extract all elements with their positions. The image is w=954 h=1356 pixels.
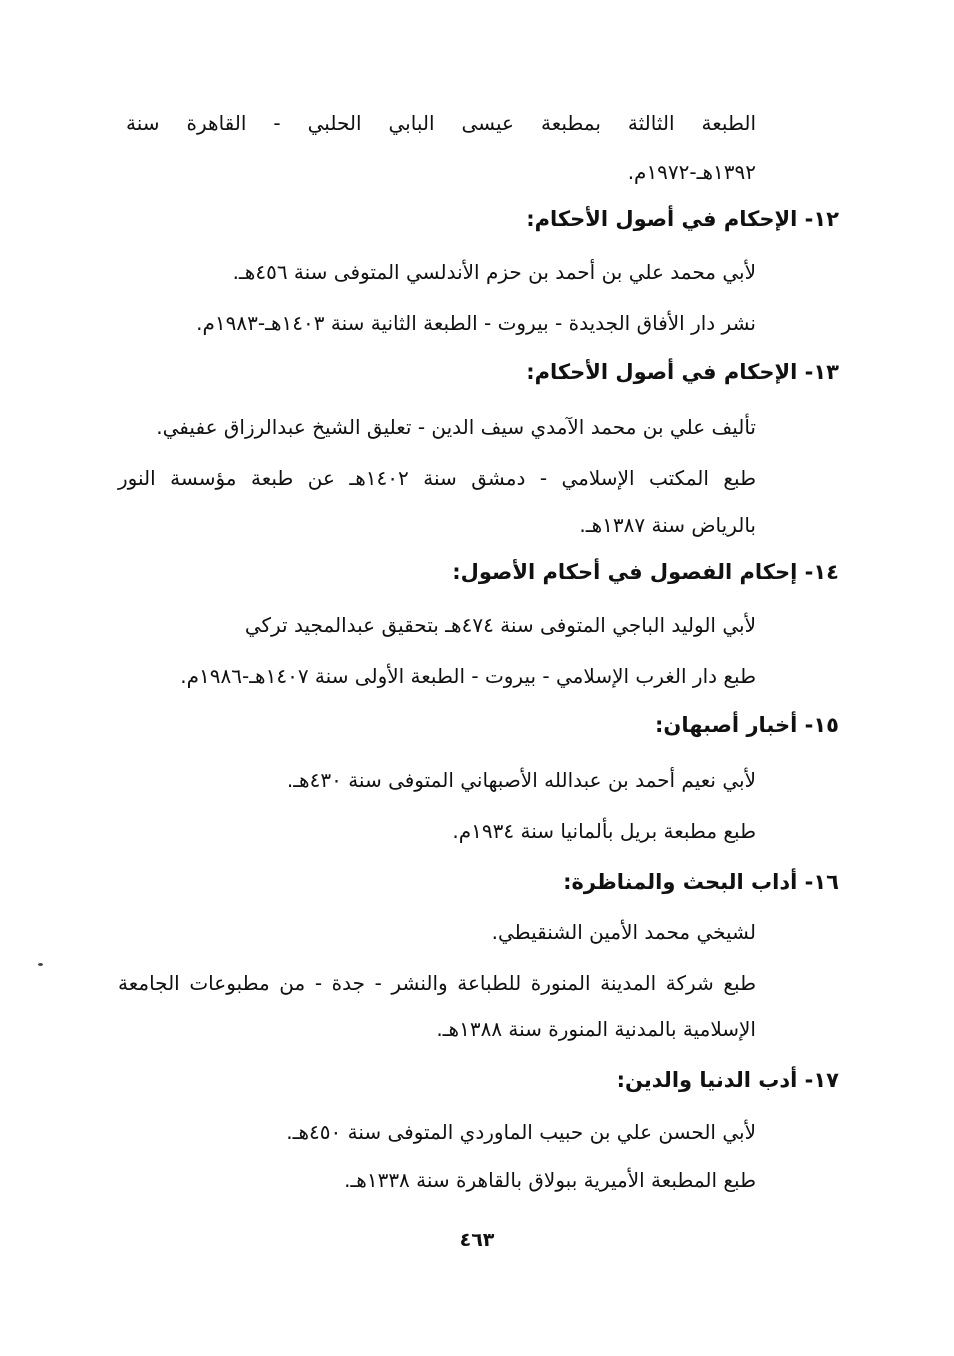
entry-line: لأبي محمد علي بن أحمد بن حزم الأندلسي المتوفى سنة ٤٥٦هـ.	[232, 260, 756, 284]
entry-line: لأبي الوليد الباجي المتوفى سنة ٤٧٤هـ بتحقيق عبدالمجيد تركي	[244, 613, 756, 637]
entry-line: طبع شركة المدينة المنورة للطباعة والنشر - جدة - من مطبوعات الجامعة	[118, 971, 756, 995]
entry-heading-16: ١٦- أداب البحث والمناظرة:	[563, 870, 839, 894]
entry-line: نشر دار الأفاق الجديدة - بيروت - الطبعة الثانية سنة ١٤٠٣هـ-١٩٨٣م.	[196, 311, 756, 335]
intro-line-1: الطبعة الثالثة بمطبعة عيسى البابي الحلبي - القاهرة سنة	[126, 111, 756, 135]
entry-line: بالرياض سنة ١٣٨٧هـ.	[579, 513, 756, 537]
entry-line: لشيخي محمد الأمين الشنقيطي.	[491, 920, 756, 944]
entry-heading-13: ١٣- الإحكام في أصول الأحكام:	[526, 360, 839, 384]
entry-line: الإسلامية بالمدنية المنورة سنة ١٣٨٨هـ.	[436, 1017, 756, 1041]
entry-heading-15: ١٥- أخبار أصبهان:	[655, 713, 839, 737]
entry-line: طبع المكتب الإسلامي - دمشق سنة ١٤٠٢هـ عن طبعة مؤسسة النور	[118, 466, 756, 490]
intro-line-2: ١٣٩٢هـ-١٩٧٢م.	[627, 160, 756, 184]
entry-heading-12: ١٢- الإحكام في أصول الأحكام:	[526, 207, 839, 231]
entry-line: طبع المطبعة الأميرية ببولاق بالقاهرة سنة ١٣٣٨هـ.	[344, 1168, 756, 1192]
entry-line: طبع مطبعة بريل بألمانيا سنة ١٩٣٤م.	[452, 819, 756, 843]
entry-heading-17: ١٧- أدب الدنيا والدين:	[616, 1068, 839, 1092]
entry-heading-14: ١٤- إحكام الفصول في أحكام الأصول:	[452, 560, 839, 584]
scan-speck	[38, 963, 43, 966]
entry-line: لأبي الحسن علي بن حبيب الماوردي المتوفى سنة ٤٥٠هـ.	[286, 1120, 756, 1144]
entry-line: تأليف علي بن محمد الآمدي سيف الدين - تعليق الشيخ عبدالرزاق عفيفي.	[156, 415, 756, 439]
entry-line: طبع دار الغرب الإسلامي - بيروت - الطبعة الأولى سنة ١٤٠٧هـ-١٩٨٦م.	[180, 664, 756, 688]
entry-line: لأبي نعيم أحمد بن عبدالله الأصبهاني المتوفى سنة ٤٣٠هـ.	[286, 768, 756, 792]
page-number: ٤٦٣	[459, 1229, 495, 1251]
